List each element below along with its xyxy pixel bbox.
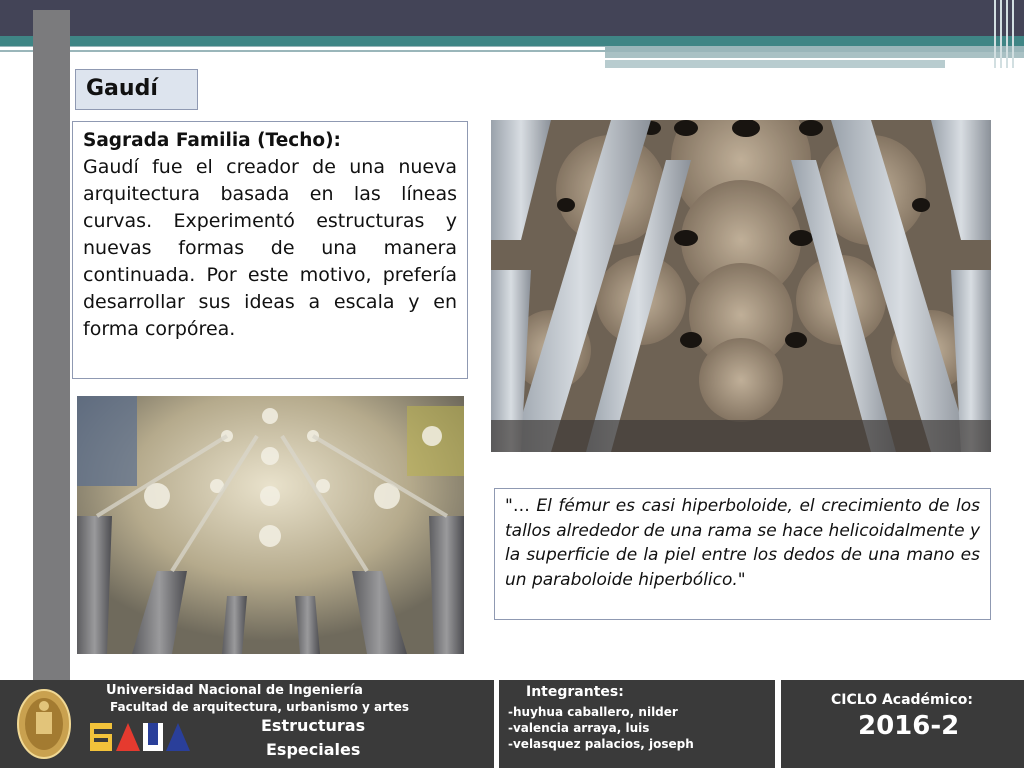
footer-member-1: -huyhua caballero, nilder: [508, 705, 678, 719]
quote-box: [494, 488, 991, 620]
top-accent-stripe: [0, 36, 1024, 46]
footer-course-line2: Especiales: [266, 740, 361, 759]
footer-cycle-label: CICLO Académico:: [831, 692, 973, 708]
footer-member-2: -valencia arraya, luis: [508, 721, 650, 735]
description-heading: Sagrada Familia (Techo):: [83, 130, 341, 151]
sagrada-familia-ceiling-photo: [491, 120, 991, 452]
faua-logo-text: FAUA: [140, 750, 143, 751]
sagrada-familia-nave-photo: [77, 396, 464, 654]
quote-text: [505, 494, 980, 592]
university-seal-icon: [16, 688, 72, 760]
description-text-box: [72, 121, 468, 379]
footer-members-label: Integrantes:: [526, 684, 624, 700]
quote-body: El fémur es casi hiperboloide, el crecimiento de los tallos alrededor de una rama se hace helicoidalmente y la superficie de la piel entre los dedos de una mano es un paraboloide hiperbólico.: [505, 496, 981, 590]
footer-university-name: Universidad Nacional de Ingeniería: [106, 683, 363, 698]
slide-title-box: [75, 69, 198, 110]
quote-close-mark: ": [737, 569, 746, 590]
ceiling-photo-image: [491, 120, 991, 452]
top-white-stripe: [0, 47, 605, 50]
nave-photo-image: [77, 396, 464, 654]
footer-faculty-name: Facultad de arquitectura, urbanismo y artes: [110, 700, 410, 714]
footer-member-3: -velasquez palacios, joseph: [508, 737, 694, 751]
footer-course-line1: Estructuras: [261, 716, 366, 735]
top-light-stripe-2: [605, 52, 1024, 58]
top-header-bar: [0, 0, 1024, 36]
left-side-column: [33, 10, 70, 680]
description-body: Gaudí fue el creador de una nueva arquitectura basada en las líneas curvas. Experimentó estructuras y nuevas formas de una manera continuada. Por este motivo, prefería desarrollar sus ideas a escala y en forma corpórea.: [83, 156, 457, 340]
slide-title: Gaudí: [86, 76, 158, 101]
top-light-stripe-3: [605, 60, 945, 68]
top-vertical-lines: [994, 0, 1020, 68]
footer-cycle-value: 2016-2: [858, 711, 960, 741]
quote-open-mark: "…: [505, 496, 530, 516]
faua-logo-icon: [90, 723, 190, 751]
